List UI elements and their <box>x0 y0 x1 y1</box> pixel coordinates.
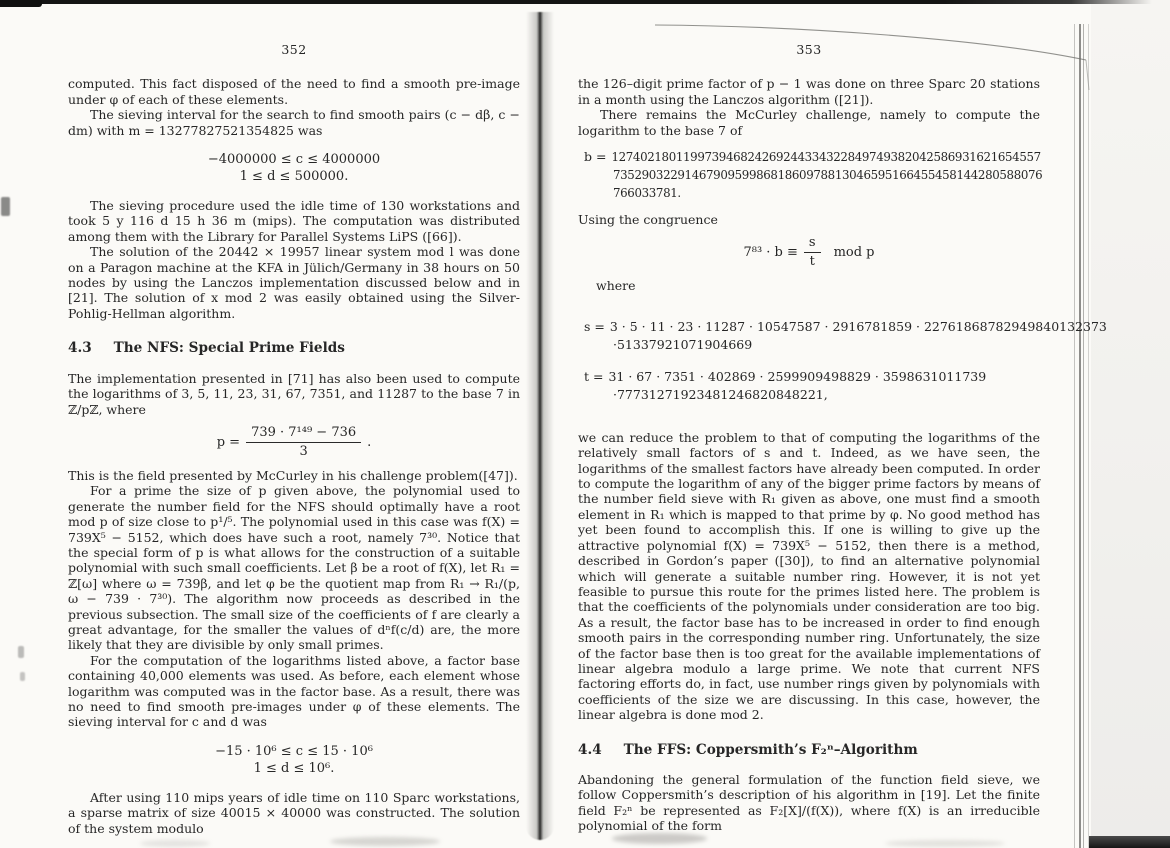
equation-line <box>584 386 1040 404</box>
equation-mod: mod p <box>833 245 875 261</box>
equation-s-value <box>584 318 1107 354</box>
paragraph: The solution of the 20442 × 19957 linear system mod l was done on a Paragon machine at the KFA in Jülich/Germany in 38 hours on 50 nodes by using the Lanczos implementation discussed below and in [21]. The solution of x mod 2 was easily obtained using the Silver-Pohlig-Hellman algorithm. <box>68 244 520 321</box>
fraction-numerator: 739 · 7¹⁴⁹ − 736 <box>246 426 361 443</box>
section-title: The FFS: Coppersmith’s F₂ⁿ–Algorithm <box>623 741 918 758</box>
paragraph: The implementation presented in [71] has also been used to compute the logarithms of 3, 5, 11, 23, 31, 67, 7351, and 11287 to the base 7 in ℤ/pℤ, where <box>68 370 520 417</box>
equation-line: 1 ≤ d ≤ 500000. <box>239 169 349 185</box>
equation-line: −15 · 10⁶ ≤ c ≤ 15 · 10⁶ <box>215 743 373 759</box>
fraction <box>804 236 821 269</box>
paragraph: There remains the McCurley challenge, namely to compute the logarithm to the base 7 of <box>578 107 1040 138</box>
scan-smudge <box>885 840 1005 847</box>
equation-lhs: p = <box>216 434 241 450</box>
scan-smudge <box>612 833 707 844</box>
equation-line: −4000000 ≤ c ≤ 4000000 <box>207 152 381 168</box>
fraction-denominator: 3 <box>299 443 308 459</box>
equation-period: . <box>367 434 372 450</box>
equation-t-value <box>584 368 1040 404</box>
equation-line <box>584 184 1040 202</box>
paragraph: For the computation of the logarithms listed above, a factor base containing 40,000 elements was used. As before, each element whose logarithm was computed was in the factor base. As a result, there was no need to find smooth pre-images under φ of these elements. The sieving interval for c and d was <box>68 652 520 730</box>
equation-congruence <box>578 236 1040 269</box>
fraction-numerator: s <box>804 236 821 253</box>
scan-smudge <box>18 646 24 658</box>
section-heading-4-3 <box>68 341 520 356</box>
scan-smudge <box>140 840 210 847</box>
page-edge-line <box>1079 24 1081 848</box>
paragraph: Abandoning the general formulation of the function field sieve, we follow Coppersmith’s description of his algorithm in [19]. Let the finite field F₂ⁿ be represented as F₂[X]/(f(X)), where f(X) is an irreducible polynomial of the form <box>578 771 1040 834</box>
paragraph: The sieving procedure used the idle time of 130 workstations and took 5 y 116 d 15 h 36 m (mips). The computation was distributed among them with the Library for Parallel Systems LiPS ([66]). <box>68 198 520 244</box>
scan-smudge <box>330 837 440 846</box>
equation-sieving-interval-2 <box>68 743 520 777</box>
equation-factors: ·77731271923481246820848221, <box>613 386 828 402</box>
equation-line <box>584 318 1107 336</box>
paragraph: Using the congruence <box>578 212 718 228</box>
equation-line <box>584 166 1043 184</box>
scan-smudge <box>1 197 10 216</box>
equation-b-value <box>584 148 1043 202</box>
paragraph: we can reduce the problem to that of computing the logarithms of the relatively small factors of s and t. Indeed, as we have seen, the logarithms of the smallest factors have already been computed. In order to compute the logarithm of any of the bigger prime factors by means of the number field sieve with R₁ given as above, one must find a smooth element in R₁ which is mapped to that prime by φ. No good method has yet been found to accomplish this. If one is willing to give up the attractive polynomial f(X) = 739X⁵ − 5152, then there is a method, described in Gordon’s paper ([30]), to find an alternative polynomial which will generate a suitable number ring. However, it is not yet feasible to pursue this route for the primes listed here. The problem is that the coefficients of the polynomials under consideration are too big. As a result, the factor base has to be increased in order to find enough smooth pairs in the corresponding number ring. Unfortunately, the size of the factor base then is too great for the available implementations of linear algebra modulo a large prime. We note that current NFS factoring efforts do, in fact, use number rings given by polynomials with coefficients of the size we are discussing. In this case, however, the linear algebra is done mod 2. <box>578 429 1040 723</box>
section-heading-4-4 <box>578 743 1040 758</box>
left-page <box>68 42 520 836</box>
book-spine-shadow <box>526 12 554 840</box>
paragraph: This is the field presented by McCurley in his challenge problem([47]). <box>68 467 518 483</box>
paragraph: computed. This fact disposed of the need to find a smooth pre-image under φ of each of these elements. <box>68 76 520 107</box>
scan-smudge <box>20 672 25 681</box>
equation-lhs: t = <box>584 368 604 384</box>
equation-lhs: b = <box>584 149 607 165</box>
equation-factors: 31 · 67 · 7351 · 402869 · 2599909498829 · 3598631011739 <box>608 368 987 384</box>
section-title: The NFS: Special Prime Fields <box>113 340 345 357</box>
paragraph: After using 110 mips years of idle time on 110 Sparc workstations, a sparse matrix of size 40015 × 40000 was constructed. The solution of the system modulo <box>68 789 520 836</box>
equation-p-definition <box>68 426 520 459</box>
page-edge-line <box>1074 24 1075 848</box>
fraction <box>246 426 361 459</box>
fraction-denominator: t <box>809 254 815 270</box>
paragraph: where <box>596 278 636 294</box>
paragraph: the 126–digit prime factor of p − 1 was done on three Sparc 20 stations in a month using the Lanczos algorithm ([21]). <box>578 76 1040 107</box>
equation-sieving-interval-1 <box>68 151 520 185</box>
scan-outside-right-area <box>1091 0 1170 848</box>
scan-bottom-right-edge <box>1089 836 1170 848</box>
scan-top-edge <box>0 0 1152 4</box>
equation-lhs: s = <box>584 318 605 334</box>
equation-line <box>584 148 1040 166</box>
page-number-right: 353 <box>796 42 822 57</box>
equation-lhs: 7⁸³ · b ≡ <box>743 245 798 261</box>
right-page <box>578 42 1107 834</box>
equation-digits: 735290322914679095998681860978813046595166455458144280588076 <box>613 168 1043 183</box>
section-number: 4.3 <box>68 340 92 357</box>
page-edge-line <box>1083 24 1084 848</box>
equation-line <box>584 336 1040 354</box>
paragraph: For a prime the size of p given above, the polynomial used to generate the number field for the NFS should optimally have a root mod p of size close to p¹/⁵. The polynomial used in this case was f(X) = 739X⁵ − 5152, which does have such a root, namely 7³⁰. Notice that the special form of p is what allows for the construction of a suitable polynomial with such small coefficients. Let β be a root of f(X), let R₁ = ℤ[ω] where ω = 739β, and let φ be the quotient map from R₁ → R₁/(p, ω − 739 · 7³⁰). The algorithm now proceeds as described in the previous subsection. The small size of the coefficients of f are clearly a great advantage, for the smaller the values of dⁿf(c/d) are, the more likely that they are divisible by only small primes. <box>68 483 520 653</box>
paragraph: The sieving interval for the search to find smooth pairs (c − dβ, c − dm) with m = 13277827521354825 was <box>68 107 520 138</box>
equation-line: 1 ≤ d ≤ 10⁶. <box>253 760 335 776</box>
equation-factors: ·51337921071904669 <box>613 336 753 352</box>
section-number: 4.4 <box>578 741 602 758</box>
equation-line <box>584 368 1040 386</box>
equation-digits: 127402180119973946824269244334322849749382042586931621654557 <box>611 150 1041 165</box>
equation-factors: 3 · 5 · 11 · 23 · 11287 · 10547587 · 2916781859 · 22761868782949840132373 <box>609 318 1107 334</box>
page-number-left: 352 <box>281 42 307 57</box>
scan-top-corner-mark <box>0 0 42 7</box>
page-edge-line <box>1088 24 1089 848</box>
equation-digits: 766033781. <box>613 186 681 201</box>
